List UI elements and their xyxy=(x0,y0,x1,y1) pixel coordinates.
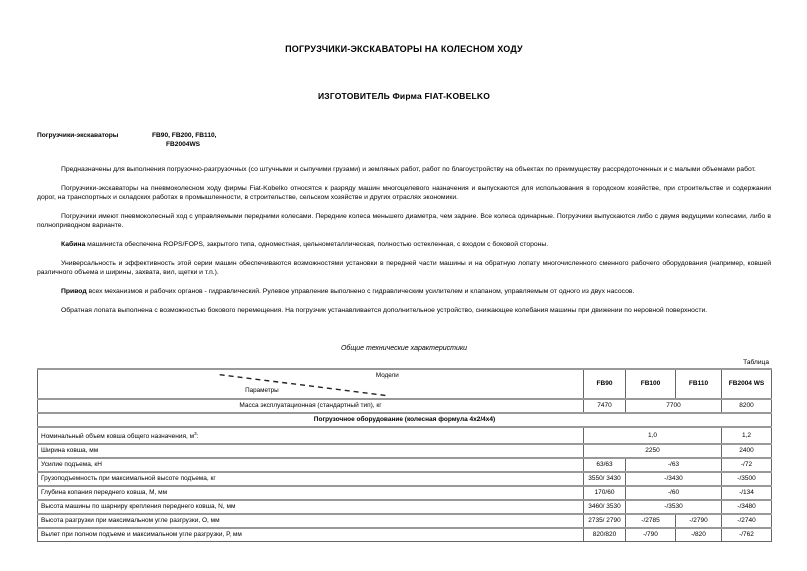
row-label xyxy=(38,427,584,444)
paragraph-text: Универсальность и эффективность этой серии машин обеспечиваются возможностями установки в передней части машины и на обратную лопату многочисленного сменного рабочего оборудования (например, ковшей различного объема и ширины, захвата, вил, щетки и т.п.). xyxy=(37,260,771,276)
paragraph-text: машиниста обеспечена ROPS/FOPS, закрытого типа, одноместная, цельнометаллическая, полностью остекленная, с входом с боковой стороны. xyxy=(85,241,549,248)
cell-value: 3460/ 3530 xyxy=(584,500,626,514)
table-row-capacity xyxy=(38,472,772,486)
cell-value: -/3480 xyxy=(722,500,772,514)
row-label: Усилие подъема, кН xyxy=(38,458,584,472)
row-label: Масса эксплуатационная (стандартный тип), кг xyxy=(38,399,584,413)
table-row-bucket-volume xyxy=(38,427,772,444)
column-header-fb90: FB90 xyxy=(584,369,626,399)
models-label: Погрузчики-экскаваторы xyxy=(37,132,119,139)
row-label-tail: : xyxy=(196,433,199,441)
models-line-1: FB90, FB200, FB110, xyxy=(152,132,217,139)
cell-value: -/762 xyxy=(722,528,772,542)
manufacturer-line: ИЗГОТОВИТЕЛЬ Фирма FIAT-KOBELKO xyxy=(317,91,491,101)
paragraph-drive xyxy=(37,287,771,296)
cell-value: 7700 xyxy=(626,399,722,413)
cell-value: -/820 xyxy=(676,528,722,542)
paragraph-text: Погрузчики имеют пневмоколесный ход с управляемыми передними колесами. Передние колеса меньшего диаметра, чем задние. Все колеса одинарные. Погрузчики выпускаются либо с двумя ведущими колесами, либо в полноприводном варианте. xyxy=(37,213,771,229)
cell-value: -/2740 xyxy=(722,514,772,528)
cell-value: 7470 xyxy=(584,399,626,413)
cell-value: 3550/ 3430 xyxy=(584,472,626,486)
table-row-hinge-height xyxy=(38,500,772,514)
row-label: Вылет при полном подъеме и максимальном угле разгрузки, Р, мм xyxy=(38,528,584,542)
row-label: Ширина ковша, мм xyxy=(38,444,584,458)
cell-value: -/60 xyxy=(626,486,722,500)
row-label: Высота машины по шарниру крепления переднего ковша, N, мм xyxy=(38,500,584,514)
paragraph-lead: Кабина xyxy=(61,241,86,248)
cell-value: 2250 xyxy=(584,444,722,458)
cell-value: -/2785 xyxy=(626,514,676,528)
cell-value: -/63 xyxy=(626,458,722,472)
cell-value: -/3500 xyxy=(722,472,772,486)
paragraph-text: всех механизмов и рабочих органов - гидравлический. Рулевое управление выполнено с гидравлическим усилителем и клапаном, управляемым от одного из двух насосов. xyxy=(86,288,635,295)
paragraph-lead: Привод xyxy=(61,288,87,295)
cell-value: 63/63 xyxy=(584,458,626,472)
diagonal-divider xyxy=(38,370,583,398)
table-header-row xyxy=(38,369,772,399)
row-label-sup: 3 xyxy=(194,431,197,436)
cell-value: 820/820 xyxy=(584,528,626,542)
column-header-fb2004ws: FB2004 WS xyxy=(722,369,772,399)
paragraph-purpose xyxy=(37,165,771,174)
cell-value: -/790 xyxy=(626,528,676,542)
paragraph-text: Погрузчики-экскаваторы на пневмоколесном ходу фирмы Fiat-Kobelko относятся к разряду машин многоцелевого назначения и выпускаются для использования в городском хозяйстве, при строительстве и содержании дорог, на транспортных и складских работах в промышленности, в строительстве, сельском хозяйстве и других отраслях экономики. xyxy=(37,185,771,201)
row-label: Грузоподъемность при максимальной высоте подъема, кг xyxy=(38,472,584,486)
cell-value: -/72 xyxy=(722,458,772,472)
table-row-lift-force xyxy=(38,458,772,472)
table-word: Таблица xyxy=(743,359,769,366)
cell-value: 2400 xyxy=(722,444,772,458)
corner-cell xyxy=(38,369,584,399)
cell-value: 170/60 xyxy=(584,486,626,500)
paragraph-backhoe xyxy=(37,306,771,315)
table-row-dig-depth xyxy=(38,486,772,500)
cell-value: 8200 xyxy=(722,399,772,413)
cell-value: -/134 xyxy=(722,486,772,500)
paragraph-versatility xyxy=(37,259,771,277)
corner-models-label: Модели xyxy=(375,372,399,379)
paragraph-text: Предназначены для выполнения погрузочно-разгрузочных (со штучными и сыпучими грузами) и земляных работ, работ по благоустройству на объектах по преимуществу рассредоточенных и с малыми объемами работ. xyxy=(61,166,756,173)
column-header-fb100: FB100 xyxy=(626,369,676,399)
cell-value: 2735/ 2790 xyxy=(584,514,626,528)
spec-table xyxy=(37,368,772,542)
paragraph-class xyxy=(37,184,771,202)
column-header-fb110: FB110 xyxy=(676,369,722,399)
table-caption: Общие технические характеристики xyxy=(340,345,468,352)
cell-value: 1,2 xyxy=(722,427,772,444)
paragraph-text: Обратная лопата выполнена с возможностью бокового перемещения. На погрузчик устанавливается дополнительное устройство, снижающее колебания машины при движении по неровной поверхности. xyxy=(61,307,708,314)
cell-value: -/2790 xyxy=(676,514,722,528)
paragraph-wheels xyxy=(37,212,771,230)
cell-value: -/3530 xyxy=(626,500,722,514)
cell-value: -/3430 xyxy=(626,472,722,486)
paragraph-cabin xyxy=(37,240,771,249)
cell-value: 1,0 xyxy=(584,427,722,444)
table-row-bucket-width xyxy=(38,444,772,458)
table-row-mass xyxy=(38,399,772,413)
models-values xyxy=(152,131,282,149)
table-section-row xyxy=(38,413,772,427)
page-title: ПОГРУЗЧИКИ-ЭКСКАВАТОРЫ НА КОЛЕСНОМ ХОДУ xyxy=(285,44,523,54)
models-line-2: FB2004WS xyxy=(166,141,201,148)
row-label-text: Номинальный объем ковша общего назначения, м xyxy=(41,433,195,441)
table-row-dump-height xyxy=(38,514,772,528)
models-row xyxy=(37,131,771,149)
row-label: Глубина копания переднего ковша, М, мм xyxy=(38,486,584,500)
corner-parameters-label: Параметры xyxy=(245,387,279,394)
row-label: Высота разгрузки при максимальном угле разгрузки, О, мм xyxy=(38,514,584,528)
section-header: Погрузочное оборудование (колесная формула 4х2/4х4) xyxy=(38,413,772,427)
table-row-reach xyxy=(38,528,772,542)
